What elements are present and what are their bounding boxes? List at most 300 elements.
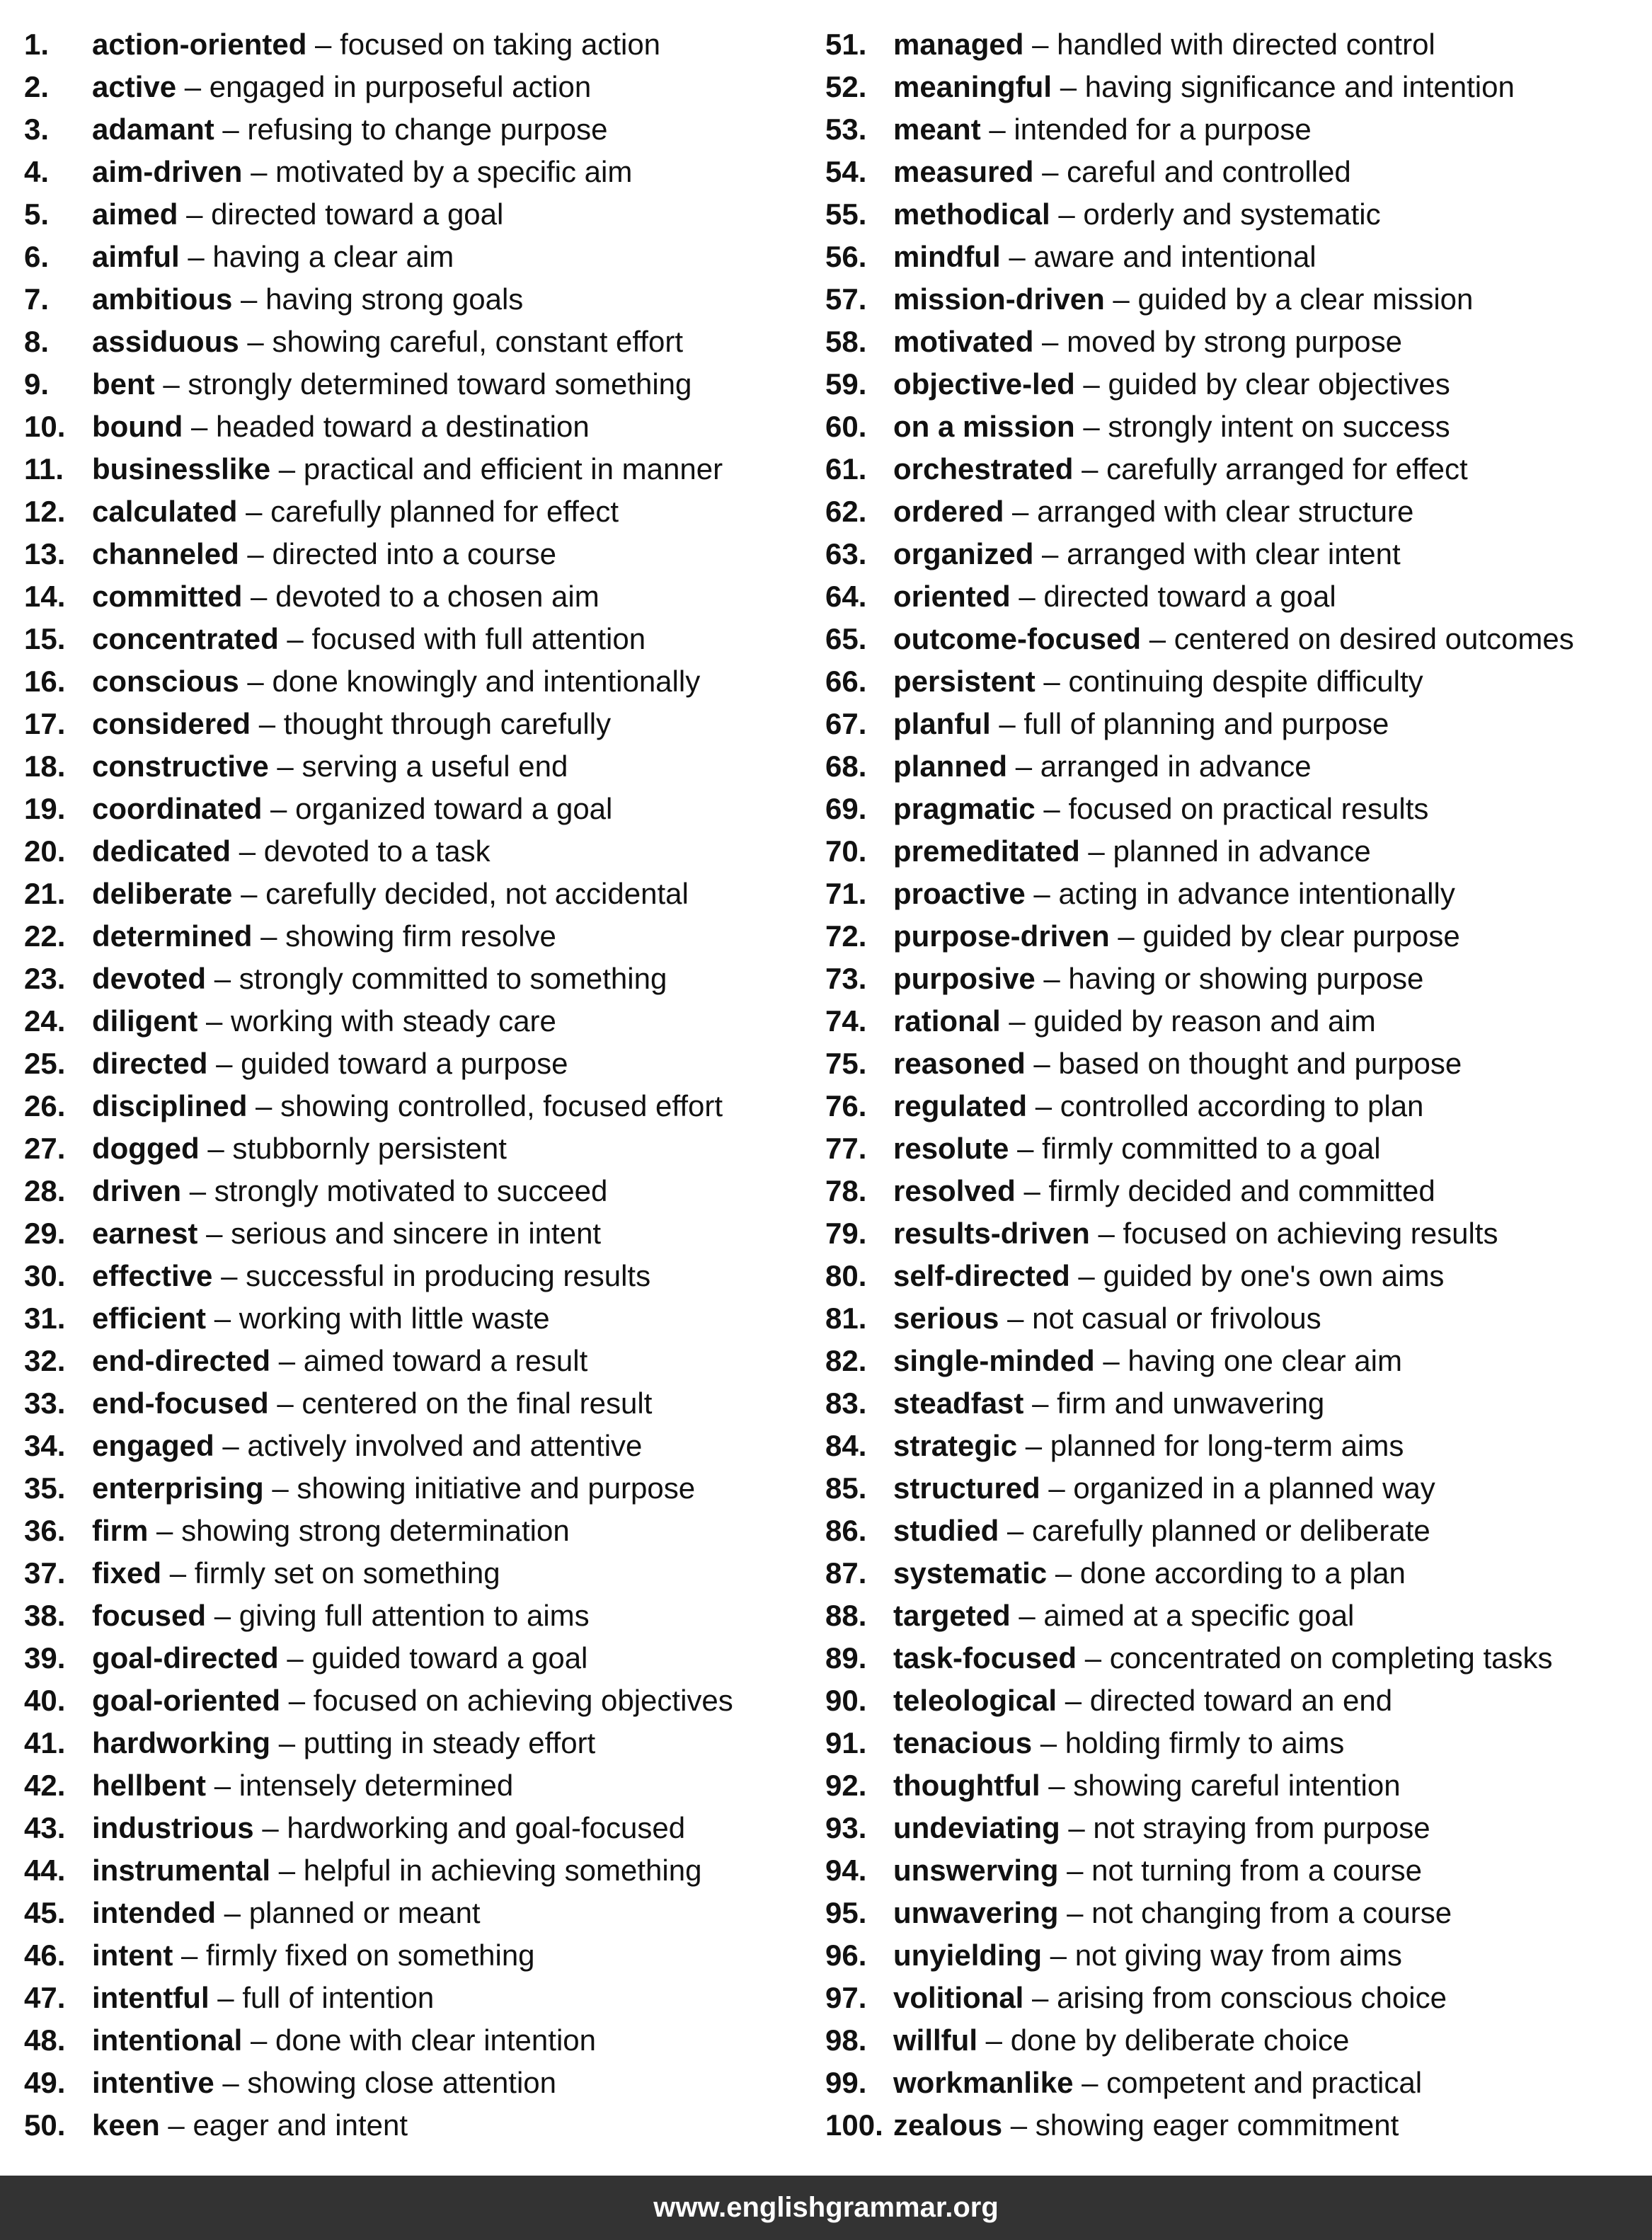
list-item [24, 915, 831, 958]
item-number: 81. [825, 1302, 867, 1335]
list-item [825, 1934, 1632, 1977]
item-separator: – [188, 240, 205, 273]
item-definition: showing eager commitment [1035, 2108, 1399, 2142]
item-definition: thought through carefully [283, 707, 612, 740]
item-word: bound [92, 410, 183, 443]
item-separator: – [1010, 2108, 1028, 2142]
item-separator: – [206, 1217, 223, 1250]
item-definition: done by deliberate choice [1010, 2023, 1350, 2057]
item-separator: – [247, 537, 264, 570]
item-definition: engaged in purposeful action [209, 70, 592, 103]
item-number: 64. [825, 580, 867, 613]
item-definition: not casual or frivolous [1032, 1302, 1321, 1335]
item-word: diligent [92, 1004, 198, 1038]
list-item [825, 1977, 1632, 2019]
item-word: goal-directed [92, 1641, 279, 1675]
item-separator: – [315, 28, 332, 61]
item-definition: focused on achieving objectives [313, 1684, 733, 1717]
item-number: 82. [825, 1344, 867, 1377]
list-item [825, 1382, 1632, 1425]
item-definition: carefully planned for effect [270, 495, 619, 528]
item-definition: showing firm resolve [285, 919, 556, 953]
item-separator: – [1033, 877, 1050, 910]
item-separator: – [1042, 325, 1059, 358]
list-item [24, 1722, 831, 1764]
item-separator: – [169, 1556, 187, 1590]
item-definition: strongly determined toward something [188, 367, 692, 401]
list-item [24, 2019, 831, 2062]
item-number: 46. [24, 1939, 66, 1972]
left-column [24, 23, 831, 2147]
list-item [825, 533, 1632, 575]
item-definition: firmly decided and committed [1048, 1174, 1435, 1207]
item-separator: – [1082, 452, 1099, 486]
item-separator: – [1118, 919, 1135, 953]
item-number: 42. [24, 1769, 66, 1802]
list-item [825, 1255, 1632, 1297]
item-definition: having strong goals [265, 282, 524, 316]
item-number: 9. [24, 367, 50, 401]
item-definition: intended for a purpose [1014, 113, 1312, 146]
item-number: 54. [825, 155, 867, 188]
item-definition: strongly committed to something [239, 962, 667, 995]
list-item [825, 321, 1632, 363]
item-separator: – [206, 1004, 223, 1038]
item-definition: handled with directed control [1057, 28, 1435, 61]
item-number: 80. [825, 1259, 867, 1292]
item-word: persistent [893, 665, 1036, 698]
item-definition: devoted to a task [263, 834, 491, 868]
item-word: intentional [92, 2023, 243, 2057]
list-item [825, 1764, 1632, 1807]
item-word: measured [893, 155, 1034, 188]
item-definition: focused on taking action [340, 28, 661, 61]
item-number: 90. [825, 1684, 867, 1717]
list-item [24, 1340, 831, 1382]
item-word: mindful [893, 240, 1001, 273]
item-number: 96. [825, 1939, 867, 1972]
list-item [24, 1297, 831, 1340]
list-item [24, 533, 831, 575]
item-definition: firm and unwavering [1057, 1386, 1325, 1420]
item-word: resolved [893, 1174, 1016, 1207]
item-word: action-oriented [92, 28, 307, 61]
item-separator: – [163, 367, 180, 401]
item-number: 61. [825, 452, 867, 486]
item-word: firm [92, 1514, 149, 1547]
item-separator: – [1009, 240, 1026, 273]
item-number: 48. [24, 2023, 66, 2057]
item-separator: – [1019, 580, 1036, 613]
list-item [825, 703, 1632, 745]
list-item [24, 788, 831, 830]
item-definition: continuing despite difficulty [1068, 665, 1423, 698]
list-item [825, 618, 1632, 660]
item-word: undeviating [893, 1811, 1060, 1844]
item-word: committed [92, 580, 243, 613]
list-item [825, 278, 1632, 321]
item-word: rational [893, 1004, 1001, 1038]
list-item [825, 830, 1632, 873]
item-separator: – [1009, 1004, 1026, 1038]
item-separator: – [1067, 1896, 1084, 1929]
item-definition: guided by one's own aims [1103, 1259, 1445, 1292]
item-separator: – [184, 70, 202, 103]
item-number: 11. [24, 452, 64, 486]
item-separator: – [256, 1089, 273, 1122]
list-item [825, 958, 1632, 1000]
item-word: end-directed [92, 1344, 271, 1377]
item-separator: – [1048, 1769, 1065, 1802]
item-word: resolute [893, 1132, 1009, 1165]
item-word: outcome-focused [893, 622, 1142, 655]
item-definition: helpful in achieving something [303, 1854, 702, 1887]
item-word: businesslike [92, 452, 271, 486]
item-word: studied [893, 1514, 999, 1547]
item-separator: – [251, 580, 268, 613]
item-word: workmanlike [893, 2066, 1074, 2099]
item-definition: not turning from a course [1091, 1854, 1422, 1887]
item-separator: – [1067, 1854, 1084, 1887]
item-definition: competent and practical [1106, 2066, 1423, 2099]
item-definition: serving a useful end [302, 749, 568, 783]
item-definition: focused on practical results [1068, 792, 1429, 825]
item-word: single-minded [893, 1344, 1095, 1377]
list-item [825, 1425, 1632, 1467]
item-number: 58. [825, 325, 867, 358]
item-number: 41. [24, 1726, 66, 1759]
item-definition: arranged in advance [1040, 749, 1312, 783]
list-item [825, 1807, 1632, 1849]
item-word: effective [92, 1259, 213, 1292]
list-item [24, 1170, 831, 1212]
list-item [825, 2019, 1632, 2062]
item-definition: working with little waste [239, 1302, 550, 1335]
list-item [24, 1849, 831, 1892]
item-number: 25. [24, 1047, 66, 1080]
item-word: organized [893, 537, 1034, 570]
list-item [825, 873, 1632, 915]
item-word: ordered [893, 495, 1004, 528]
item-number: 88. [825, 1599, 867, 1632]
item-separator: – [260, 919, 277, 953]
item-separator: – [999, 707, 1016, 740]
item-number: 85. [825, 1471, 867, 1505]
item-definition: based on thought and purpose [1058, 1047, 1462, 1080]
item-definition: directed toward a goal [211, 197, 504, 231]
item-definition: directed into a course [272, 537, 557, 570]
item-definition: focused on achieving results [1123, 1217, 1498, 1250]
list-item [24, 406, 831, 448]
footer-url: www.englishgrammar.org [653, 2192, 999, 2223]
item-word: deliberate [92, 877, 233, 910]
list-item [24, 745, 831, 788]
list-item [825, 1170, 1632, 1212]
item-definition: planned for long-term aims [1050, 1429, 1404, 1462]
item-definition: giving full attention to aims [239, 1599, 590, 1632]
item-word: meant [893, 113, 981, 146]
item-separator: – [1078, 1259, 1095, 1292]
item-number: 66. [825, 665, 867, 698]
list-item [24, 151, 831, 193]
item-number: 13. [24, 537, 66, 570]
item-definition: carefully decided, not accidental [265, 877, 689, 910]
list-item [24, 278, 831, 321]
item-definition: directed toward an end [1089, 1684, 1393, 1717]
item-word: constructive [92, 749, 269, 783]
list-item [825, 1340, 1632, 1382]
item-definition: guided by reason and aim [1033, 1004, 1376, 1038]
item-definition: showing careful intention [1073, 1769, 1401, 1802]
list-item [825, 1043, 1632, 1085]
item-definition: acting in advance intentionally [1058, 877, 1455, 910]
item-number: 87. [825, 1556, 867, 1590]
list-item [24, 1807, 831, 1849]
list-item [825, 490, 1632, 533]
item-separator: – [1040, 1726, 1057, 1759]
item-definition: showing careful, constant effort [272, 325, 683, 358]
list-item [825, 1000, 1632, 1043]
item-separator: – [1043, 792, 1060, 825]
item-number: 2. [24, 70, 50, 103]
item-definition: arranged with clear structure [1037, 495, 1414, 528]
item-separator: – [1088, 834, 1105, 868]
item-number: 93. [825, 1811, 867, 1844]
list-item [24, 23, 831, 66]
item-word: assiduous [92, 325, 239, 358]
item-separator: – [224, 1896, 241, 1929]
item-separator: – [247, 665, 264, 698]
item-number: 67. [825, 707, 867, 740]
item-word: driven [92, 1174, 182, 1207]
item-number: 36. [24, 1514, 66, 1547]
item-number: 92. [825, 1769, 867, 1802]
item-separator: – [207, 1132, 224, 1165]
item-number: 37. [24, 1556, 66, 1590]
item-number: 51. [825, 28, 867, 61]
item-separator: – [1035, 1089, 1052, 1122]
item-number: 47. [24, 1981, 66, 2014]
item-number: 73. [825, 962, 867, 995]
list-item [24, 1934, 831, 1977]
item-word: dedicated [92, 834, 231, 868]
item-word: strategic [893, 1429, 1018, 1462]
item-definition: centered on desired outcomes [1174, 622, 1574, 655]
item-definition: not changing from a course [1091, 1896, 1452, 1929]
item-word: devoted [92, 962, 207, 995]
item-number: 52. [825, 70, 867, 103]
item-number: 5. [24, 197, 50, 231]
list-item [825, 575, 1632, 618]
item-word: results-driven [893, 1217, 1090, 1250]
item-number: 14. [24, 580, 66, 613]
item-definition: controlled according to plan [1060, 1089, 1424, 1122]
item-number: 6. [24, 240, 50, 273]
item-definition: done knowingly and intentionally [272, 665, 701, 698]
item-separator: – [1012, 495, 1029, 528]
item-word: aimed [92, 197, 178, 231]
item-word: bent [92, 367, 155, 401]
item-separator: – [222, 2066, 239, 2099]
list-item [24, 490, 831, 533]
item-number: 20. [24, 834, 66, 868]
item-number: 53. [825, 113, 867, 146]
list-item [825, 108, 1632, 151]
item-number: 8. [24, 325, 50, 358]
item-word: unswerving [893, 1854, 1059, 1887]
item-separator: – [1032, 1981, 1049, 2014]
item-separator: – [277, 1386, 294, 1420]
item-word: coordinated [92, 792, 263, 825]
item-word: considered [92, 707, 251, 740]
item-word: focused [92, 1599, 207, 1632]
item-word: mission-driven [893, 282, 1105, 316]
footer-bar [0, 2176, 1652, 2240]
item-word: industrious [92, 1811, 254, 1844]
item-word: systematic [893, 1556, 1048, 1590]
item-definition: organized in a planned way [1073, 1471, 1435, 1505]
list-item [24, 1510, 831, 1552]
item-number: 63. [825, 537, 867, 570]
list-item [24, 448, 831, 490]
item-definition: successful in producing results [246, 1259, 651, 1292]
list-item [825, 1085, 1632, 1127]
list-item [825, 23, 1632, 66]
item-separator: – [1007, 1514, 1024, 1547]
item-number: 24. [24, 1004, 66, 1038]
item-number: 72. [825, 919, 867, 953]
list-item [24, 1552, 831, 1595]
list-item [825, 1595, 1632, 1637]
item-word: adamant [92, 113, 214, 146]
item-definition: serious and sincere in intent [231, 1217, 602, 1250]
list-item [24, 236, 831, 278]
list-item [825, 151, 1632, 193]
item-definition: showing controlled, focused effort [280, 1089, 723, 1122]
item-word: intent [92, 1939, 173, 1972]
item-definition: centered on the final result [302, 1386, 653, 1420]
list-item [24, 2062, 831, 2104]
item-number: 19. [24, 792, 66, 825]
list-item [24, 1764, 831, 1807]
item-number: 99. [825, 2066, 867, 2099]
item-number: 57. [825, 282, 867, 316]
item-number: 71. [825, 877, 867, 910]
item-separator: – [241, 877, 258, 910]
list-item [24, 1043, 831, 1085]
list-item [825, 660, 1632, 703]
item-definition: focused with full attention [311, 622, 646, 655]
item-word: volitional [893, 1981, 1024, 2014]
item-separator: – [251, 2023, 268, 2057]
item-word: fixed [92, 1556, 162, 1590]
list-item [24, 363, 831, 406]
item-separator: – [251, 155, 268, 188]
item-number: 56. [825, 240, 867, 273]
item-word: meaningful [893, 70, 1052, 103]
item-word: disciplined [92, 1089, 248, 1122]
item-number: 4. [24, 155, 50, 188]
item-definition: full of intention [242, 1981, 435, 2014]
item-word: structured [893, 1471, 1040, 1505]
item-word: hardworking [92, 1726, 271, 1759]
item-number: 50. [24, 2108, 66, 2142]
list-item [24, 575, 831, 618]
item-word: goal-oriented [92, 1684, 281, 1717]
item-word: thoughtful [893, 1769, 1040, 1802]
list-item [24, 703, 831, 745]
item-number: 44. [24, 1854, 66, 1887]
item-number: 23. [24, 962, 66, 995]
list-item [24, 193, 831, 236]
item-word: purpose-driven [893, 919, 1110, 953]
item-definition: done according to a plan [1079, 1556, 1406, 1590]
list-item [825, 1552, 1632, 1595]
item-number: 100. [825, 2108, 883, 2142]
list-item [24, 1595, 831, 1637]
list-item [825, 236, 1632, 278]
item-separator: – [1042, 155, 1059, 188]
item-word: aimful [92, 240, 180, 273]
item-separator: – [156, 1514, 173, 1547]
list-item [24, 873, 831, 915]
item-number: 29. [24, 1217, 66, 1250]
item-definition: done with clear intention [275, 2023, 596, 2057]
item-number: 40. [24, 1684, 66, 1717]
item-definition: aware and intentional [1033, 240, 1317, 273]
item-definition: having or showing purpose [1068, 962, 1424, 995]
item-word: self-directed [893, 1259, 1070, 1292]
item-separator: – [262, 1811, 279, 1844]
item-word: serious [893, 1302, 999, 1335]
list-item [24, 1127, 831, 1170]
item-number: 91. [825, 1726, 867, 1759]
item-definition: holding firmly to aims [1065, 1726, 1345, 1759]
item-definition: orderly and systematic [1083, 197, 1381, 231]
item-definition: moved by strong purpose [1067, 325, 1403, 358]
item-separator: – [1043, 962, 1060, 995]
item-separator: – [1082, 2066, 1099, 2099]
item-word: determined [92, 919, 253, 953]
item-definition: arising from conscious choice [1057, 1981, 1447, 2014]
item-separator: – [1060, 70, 1077, 103]
list-item [24, 321, 831, 363]
list-item [24, 1255, 831, 1297]
item-separator: – [1098, 1217, 1115, 1250]
item-separator: – [190, 410, 208, 443]
item-word: purposive [893, 962, 1036, 995]
list-item [24, 1425, 831, 1467]
item-separator: – [288, 1684, 306, 1717]
item-word: objective-led [893, 367, 1075, 401]
item-number: 60. [825, 410, 867, 443]
item-word: conscious [92, 665, 239, 698]
list-item [825, 1637, 1632, 1679]
item-definition: carefully planned or deliberate [1032, 1514, 1430, 1547]
item-separator: – [1103, 1344, 1120, 1377]
list-item [825, 1297, 1632, 1340]
item-definition: aimed toward a result [303, 1344, 588, 1377]
item-separator: – [1083, 367, 1100, 401]
list-item [825, 1212, 1632, 1255]
list-item [825, 448, 1632, 490]
item-separator: – [214, 1769, 231, 1802]
item-separator: – [277, 749, 294, 783]
item-definition: aimed at a specific goal [1043, 1599, 1355, 1632]
item-separator: – [272, 1471, 289, 1505]
item-number: 84. [825, 1429, 867, 1462]
item-number: 95. [825, 1896, 867, 1929]
